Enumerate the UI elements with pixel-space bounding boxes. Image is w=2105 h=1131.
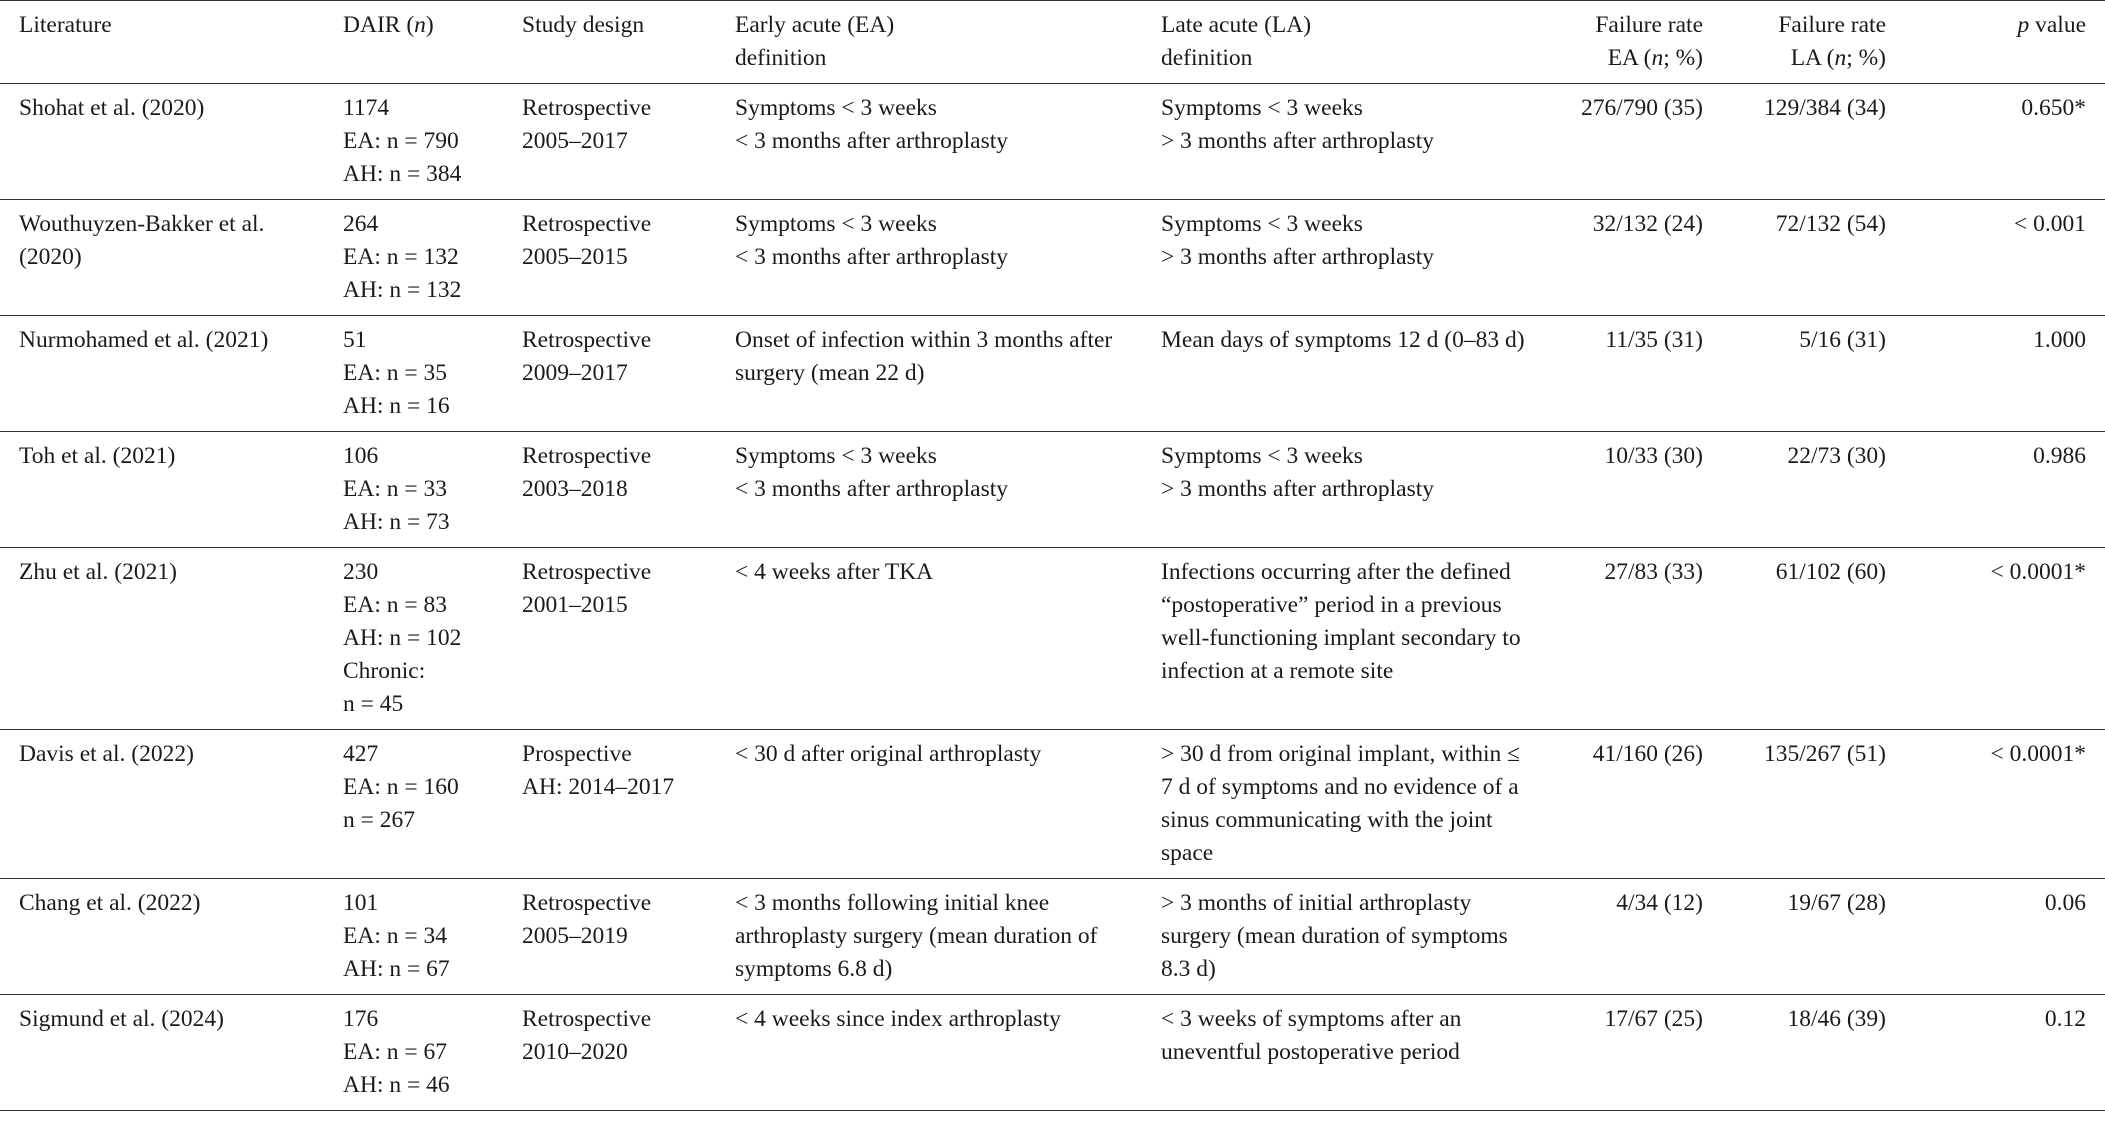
cell-failure-ea — [1551, 995, 1703, 1111]
failure-ea-value: 4/34 (12) — [1616, 890, 1703, 916]
dair-ah: AH: n = 67 — [343, 956, 450, 982]
failure-ea-value: 10/33 (30) — [1604, 443, 1703, 469]
cell-failure-la — [1703, 730, 1886, 879]
literature-text: Chang et al. (2022) — [19, 890, 201, 916]
header-fla-line2 — [1703, 42, 1886, 75]
cell-design — [522, 995, 735, 1111]
table-row — [0, 879, 2105, 995]
failure-la-value: 61/102 (60) — [1775, 559, 1886, 585]
header-fea-line2 — [1551, 42, 1703, 75]
cell-ea-definition — [735, 84, 1161, 200]
failure-la-value: 129/384 (34) — [1763, 95, 1886, 121]
la-def-text: > 3 months of initial arthroplasty surgery (mean duration of symptoms 8.3 d) — [1161, 890, 1508, 982]
dair-ah: AH: n = 102 — [343, 625, 462, 651]
header-row — [0, 1, 2105, 84]
cell-failure-ea — [1551, 548, 1703, 730]
design-period: 2001–2015 — [522, 592, 628, 618]
dair-ea: EA: n = 35 — [343, 360, 447, 386]
cell-failure-la — [1703, 879, 1886, 995]
la-def-text: < 3 weeks of symptoms after an uneventful postoperative period — [1161, 1006, 1462, 1065]
header-p-italic: p — [2017, 12, 2030, 38]
cell-p-value — [1886, 200, 2105, 316]
la-def-text: Infections occurring after the defined “postoperative” period in a previous well-functioning implant secondary to infection at a remote site — [1161, 559, 1521, 684]
header-la-line1: Late acute (LA) — [1161, 12, 1312, 38]
dair-chronic-label: Chronic: — [343, 658, 426, 684]
cell-la-definition — [1161, 200, 1551, 316]
cell-design — [522, 879, 735, 995]
table-header — [0, 1, 2105, 84]
header-failure-la — [1703, 1, 1886, 84]
header-dair — [343, 1, 522, 84]
header-fla-n: n — [1834, 45, 1847, 71]
design-period: 2003–2018 — [522, 476, 628, 502]
cell-literature — [0, 316, 343, 432]
table-row — [0, 200, 2105, 316]
header-ea-line1: Early acute (EA) — [735, 12, 895, 38]
header-dair-prefix: DAIR ( — [343, 12, 415, 38]
cell-la-definition — [1161, 432, 1551, 548]
cell-p-value — [1886, 316, 2105, 432]
cell-failure-ea — [1551, 730, 1703, 879]
design-type: Retrospective — [522, 890, 652, 916]
p-value-text: < 0.0001* — [1990, 741, 2086, 767]
cell-failure-la — [1703, 84, 1886, 200]
la-def-line: > 3 months after arthroplasty — [1161, 128, 1434, 154]
cell-ea-definition — [735, 730, 1161, 879]
table-row — [0, 995, 2105, 1111]
cell-design — [522, 84, 735, 200]
literature-text: Sigmund et al. (2024) — [19, 1006, 224, 1032]
cell-failure-la — [1703, 432, 1886, 548]
table-row — [0, 316, 2105, 432]
design-period: 2009–2017 — [522, 360, 628, 386]
ea-def-line: Symptoms < 3 weeks — [735, 95, 937, 121]
cell-ea-definition — [735, 200, 1161, 316]
dair-total: 264 — [343, 211, 379, 237]
header-fea-n: n — [1651, 45, 1664, 71]
dair-ah: AH: n = 132 — [343, 277, 462, 303]
header-early-acute — [735, 1, 1161, 84]
failure-la-value: 19/67 (28) — [1787, 890, 1886, 916]
cell-ea-definition — [735, 879, 1161, 995]
dair-ea: EA: n = 132 — [343, 244, 459, 270]
dair-ea: EA: n = 67 — [343, 1039, 447, 1065]
header-fla-line1: Failure rate — [1778, 12, 1886, 38]
header-p-suffix: value — [2029, 12, 2086, 38]
cell-ea-definition — [735, 995, 1161, 1111]
cell-p-value — [1886, 730, 2105, 879]
failure-ea-value: 17/67 (25) — [1604, 1006, 1703, 1032]
cell-literature — [0, 548, 343, 730]
cell-la-definition — [1161, 548, 1551, 730]
header-dair-suffix: ) — [425, 12, 434, 38]
cell-dair — [343, 548, 522, 730]
cell-la-definition — [1161, 316, 1551, 432]
cell-dair — [343, 316, 522, 432]
failure-ea-value: 41/160 (26) — [1592, 741, 1703, 767]
failure-ea-value: 27/83 (33) — [1604, 559, 1703, 585]
ea-def-line: < 3 months after arthroplasty — [735, 244, 1008, 270]
dair-total: 106 — [343, 443, 379, 469]
cell-design — [522, 200, 735, 316]
dair-ah: AH: n = 46 — [343, 1072, 450, 1098]
header-ea-line2: definition — [735, 45, 827, 71]
dair-chronic: n = 45 — [343, 691, 404, 717]
design-type: Retrospective — [522, 443, 652, 469]
cell-ea-definition — [735, 432, 1161, 548]
dair-ea: EA: n = 790 — [343, 128, 459, 154]
ea-def-text: < 30 d after original arthroplasty — [735, 741, 1042, 767]
dair-total: 427 — [343, 741, 379, 767]
cell-dair — [343, 995, 522, 1111]
failure-la-value: 135/267 (51) — [1763, 741, 1886, 767]
literature-text: Nurmohamed et al. (2021) — [19, 327, 269, 353]
design-period: 2005–2019 — [522, 923, 628, 949]
dair-ea: EA: n = 83 — [343, 592, 447, 618]
design-type: Retrospective — [522, 211, 652, 237]
cell-la-definition — [1161, 995, 1551, 1111]
cell-failure-ea — [1551, 316, 1703, 432]
cell-failure-la — [1703, 995, 1886, 1111]
cell-failure-ea — [1551, 200, 1703, 316]
design-type: Retrospective — [522, 95, 652, 121]
dair-total: 230 — [343, 559, 379, 585]
header-fea-line1: Failure rate — [1595, 12, 1703, 38]
header-failure-ea — [1551, 1, 1703, 84]
literature-text: Wouthuyzen-Bakker et al. (2020) — [19, 211, 265, 270]
dair-ah: AH: n = 73 — [343, 509, 450, 535]
header-literature — [0, 1, 343, 84]
cell-failure-la — [1703, 200, 1886, 316]
failure-la-value: 18/46 (39) — [1787, 1006, 1886, 1032]
cell-failure-ea — [1551, 879, 1703, 995]
la-def-line: Symptoms < 3 weeks — [1161, 443, 1363, 469]
header-p-value — [1886, 1, 2105, 84]
design-type: Retrospective — [522, 559, 652, 585]
p-value-text: 0.986 — [2033, 443, 2086, 469]
literature-text: Zhu et al. (2021) — [19, 559, 177, 585]
table-row — [0, 548, 2105, 730]
dair-ea: EA: n = 34 — [343, 923, 447, 949]
la-def-text: Mean days of symptoms 12 d (0–83 d) — [1161, 327, 1525, 353]
header-study-design-label: Study design — [522, 12, 645, 38]
design-period: 2005–2015 — [522, 244, 628, 270]
cell-la-definition — [1161, 84, 1551, 200]
failure-ea-value: 11/35 (31) — [1605, 327, 1703, 353]
cell-p-value — [1886, 995, 2105, 1111]
dair-ah: n = 267 — [343, 807, 416, 833]
cell-failure-la — [1703, 548, 1886, 730]
cell-design — [522, 432, 735, 548]
design-type: Retrospective — [522, 327, 652, 353]
header-study-design — [522, 1, 735, 84]
la-def-text: > 30 d from original implant, within ≤ 7 d of symptoms and no evidence of a sinus communicating with the joint space — [1161, 741, 1521, 866]
cell-literature — [0, 995, 343, 1111]
design-type: Retrospective — [522, 1006, 652, 1032]
dair-total: 176 — [343, 1006, 379, 1032]
cell-p-value — [1886, 84, 2105, 200]
header-fea-prefix: EA ( — [1607, 45, 1652, 71]
cell-la-definition — [1161, 730, 1551, 879]
ea-def-line: < 3 months after arthroplasty — [735, 476, 1008, 502]
cell-literature — [0, 200, 343, 316]
header-late-acute — [1161, 1, 1551, 84]
failure-ea-value: 32/132 (24) — [1592, 211, 1703, 237]
cell-design — [522, 730, 735, 879]
cell-literature — [0, 84, 343, 200]
cell-literature — [0, 879, 343, 995]
failure-la-value: 72/132 (54) — [1775, 211, 1886, 237]
p-value-text: < 0.001 — [2013, 211, 2086, 237]
cell-dair — [343, 200, 522, 316]
dair-total: 1174 — [343, 95, 390, 121]
cell-failure-la — [1703, 316, 1886, 432]
design-period: AH: 2014–2017 — [522, 774, 675, 800]
cell-design — [522, 316, 735, 432]
ea-def-line: Symptoms < 3 weeks — [735, 211, 937, 237]
cell-la-definition — [1161, 879, 1551, 995]
p-value-text: < 0.0001* — [1990, 559, 2086, 585]
la-def-line: Symptoms < 3 weeks — [1161, 211, 1363, 237]
cell-failure-ea — [1551, 432, 1703, 548]
la-def-line: > 3 months after arthroplasty — [1161, 476, 1434, 502]
table-row — [0, 432, 2105, 548]
dair-ah: AH: n = 16 — [343, 393, 450, 419]
cell-dair — [343, 879, 522, 995]
cell-p-value — [1886, 548, 2105, 730]
p-value-text: 0.650* — [2021, 95, 2086, 121]
header-dair-n: n — [414, 12, 426, 38]
cell-p-value — [1886, 879, 2105, 995]
ea-def-text: < 3 months following initial knee arthroplasty surgery (mean duration of symptoms 6.8 d) — [735, 890, 1098, 982]
cell-p-value — [1886, 432, 2105, 548]
ea-def-line: < 3 months after arthroplasty — [735, 128, 1008, 154]
design-type: Prospective — [522, 741, 632, 767]
cell-failure-ea — [1551, 84, 1703, 200]
design-period: 2010–2020 — [522, 1039, 628, 1065]
table-body — [0, 84, 2105, 1111]
p-value-text: 0.12 — [2044, 1006, 2086, 1032]
dair-ah: AH: n = 384 — [343, 161, 462, 187]
dair-ea: EA: n = 160 — [343, 774, 459, 800]
ea-def-text: < 4 weeks since index arthroplasty — [735, 1006, 1061, 1032]
dair-ea: EA: n = 33 — [343, 476, 447, 502]
cell-ea-definition — [735, 316, 1161, 432]
header-fla-prefix: LA ( — [1790, 45, 1835, 71]
header-fla-suffix: ; %) — [1846, 45, 1886, 71]
ea-def-text: Onset of infection within 3 months after surgery (mean 22 d) — [735, 327, 1113, 386]
la-def-line: Symptoms < 3 weeks — [1161, 95, 1363, 121]
literature-text: Davis et al. (2022) — [19, 741, 194, 767]
header-literature-label: Literature — [19, 12, 112, 38]
table-row — [0, 730, 2105, 879]
failure-la-value: 5/16 (31) — [1799, 327, 1886, 353]
ea-def-line: Symptoms < 3 weeks — [735, 443, 937, 469]
p-value-text: 1.000 — [2033, 327, 2086, 353]
literature-text: Shohat et al. (2020) — [19, 95, 205, 121]
cell-design — [522, 548, 735, 730]
cell-ea-definition — [735, 548, 1161, 730]
literature-text: Toh et al. (2021) — [19, 443, 176, 469]
cell-dair — [343, 730, 522, 879]
cell-dair — [343, 432, 522, 548]
la-def-line: > 3 months after arthroplasty — [1161, 244, 1434, 270]
p-value-text: 0.06 — [2044, 890, 2086, 916]
header-fea-suffix: ; %) — [1663, 45, 1703, 71]
cell-literature — [0, 432, 343, 548]
header-la-line2: definition — [1161, 45, 1253, 71]
cell-dair — [343, 84, 522, 200]
dair-total: 101 — [343, 890, 379, 916]
cell-literature — [0, 730, 343, 879]
failure-ea-value: 276/790 (35) — [1580, 95, 1703, 121]
dair-total: 51 — [343, 327, 367, 353]
failure-la-value: 22/73 (30) — [1787, 443, 1886, 469]
table-row — [0, 84, 2105, 200]
design-period: 2005–2017 — [522, 128, 628, 154]
ea-def-text: < 4 weeks after TKA — [735, 559, 934, 585]
